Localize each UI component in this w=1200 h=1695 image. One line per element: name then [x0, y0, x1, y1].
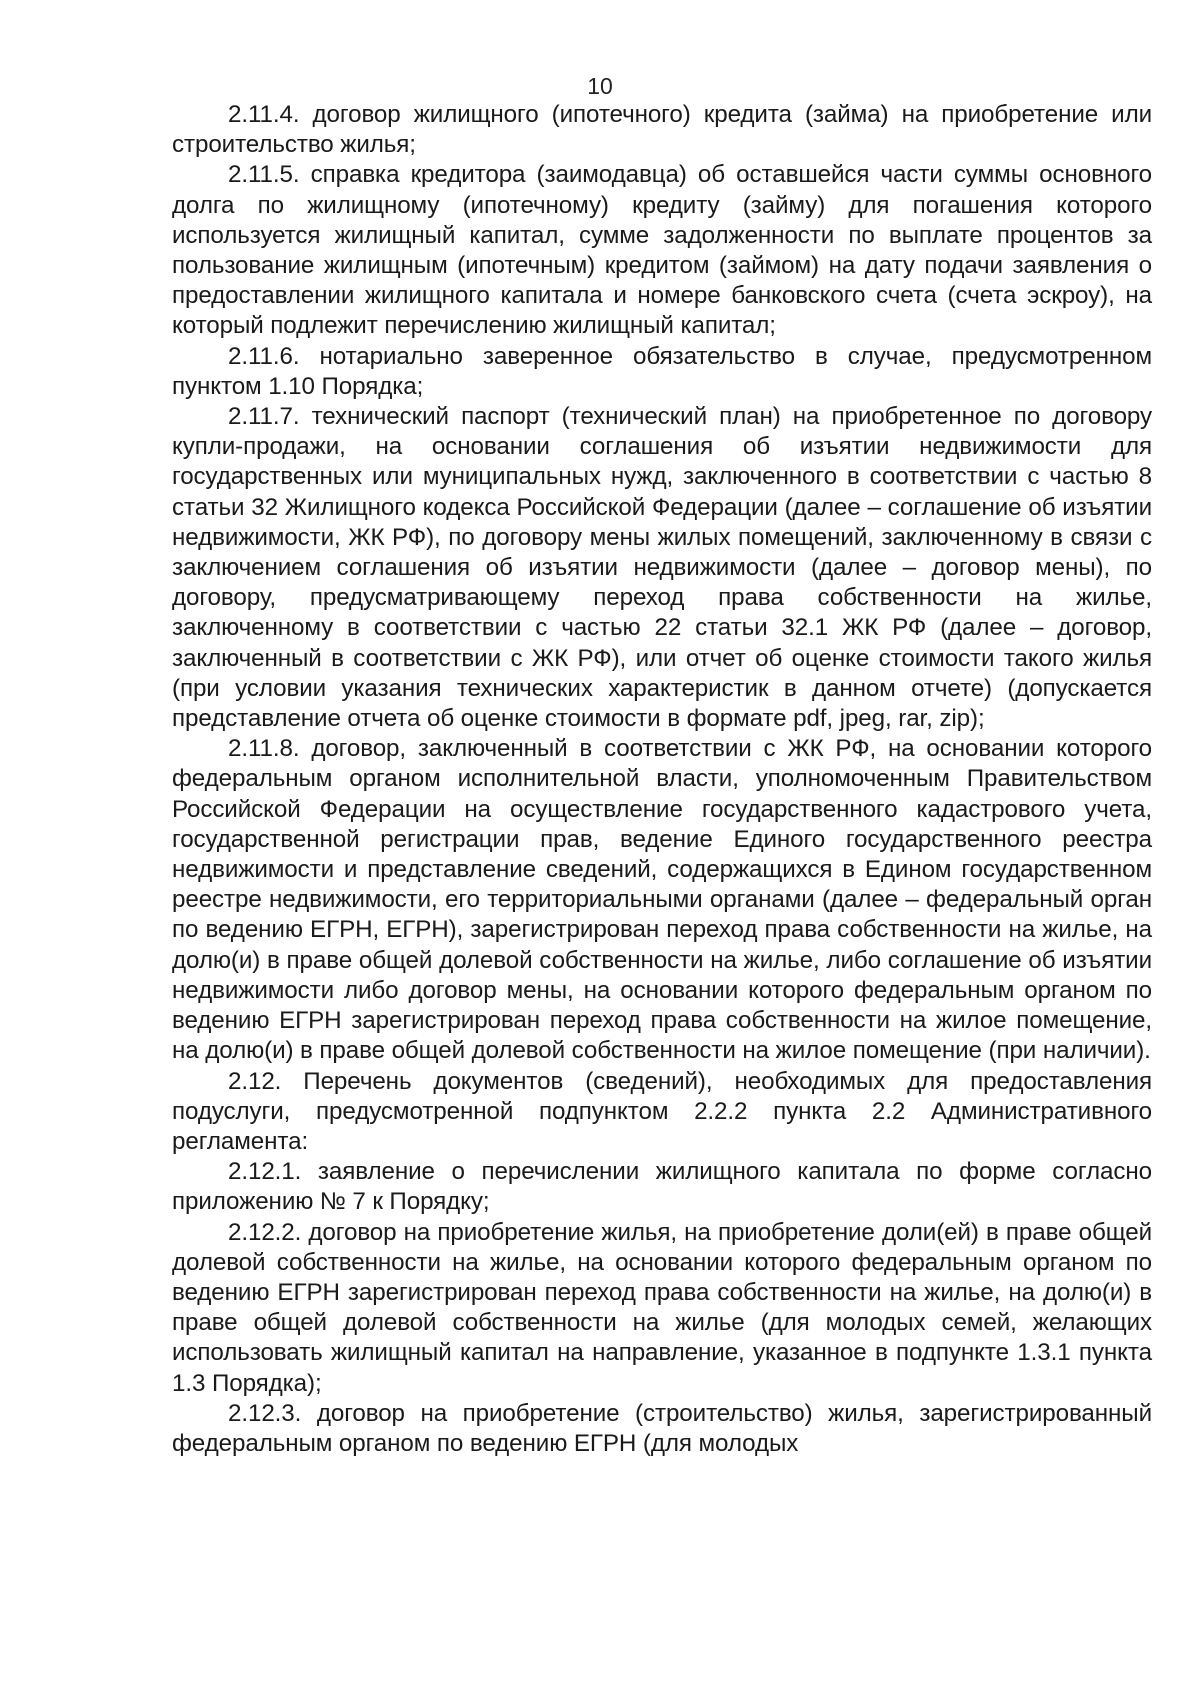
- paragraph-2-11-4: 2.11.4. договор жилищного (ипотечного) кредита (займа) на приобретение или строительство жилья;: [172, 101, 1152, 159]
- paragraph-2-11-6: 2.11.6. нотариально заверенное обязательство в случае, предусмотренном пунктом 1.10 Порядка;: [172, 342, 1152, 400]
- paragraph-2-11-8: 2.11.8. договор, заключенный в соответствии с ЖК РФ, на основании которого федеральным органом исполнительной власти, уполномоченным Правительством Российской Федерации на осуществление государственного кадастрового учета, государственной регистрации прав, ведение Единого государственного реестра недвижимости и представление сведений, содержащихся в Едином государственном реестре недвижимости, его территориальными органами (далее – федеральный орган по ведению ЕГРН, ЕГРН), зарегистрирован переход права собственности на жилье, на долю(и) в праве общей долевой собственности на жилье, либо соглашение об изъятии недвижимости либо договор мены, на основании которого федеральным органом по ведению ЕГРН зарегистрирован переход права собственности на жилое помещение, на долю(и) в праве общей долевой собственности на жилое помещение (при наличии).: [172, 735, 1152, 1065]
- paragraph-2-12-2: 2.12.2. договор на приобретение жилья, на приобретение доли(ей) в праве общей долевой собственности на жилье, на основании которого федеральным органом по ведению ЕГРН зарегистрирован переход права собственности на жилье, на долю(и) в праве общей долевой собственности на жилье (для молодых семей, желающих использовать жилищный капитал на направление, указанное в подпункте 1.3.1 пункта 1.3 Порядка);: [172, 1218, 1152, 1397]
- paragraph-2-11-5: 2.11.5. справка кредитора (заимодавца) об оставшейся части суммы основного долга по жилищному (ипотечному) кредиту (займу) для погашения которого используется жилищный капитал, сумме задолженности по выплате процентов за пользование жилищным (ипотечным) кредитом (займом) на дату подачи заявления о предоставлении жилищного капитала и номере банковского счета (счета эскроу), на который подлежит перечислению жилищный капитал;: [172, 161, 1152, 340]
- page-number: 10: [587, 73, 613, 99]
- paragraph-2-12-1: 2.12.1. заявление о перечислении жилищного капитала по форме согласно приложению № 7 к Порядку;: [172, 1158, 1152, 1216]
- paragraph-2-11-7: 2.11.7. технический паспорт (технический план) на приобретенное по договору купли-продажи, на основании соглашения об изъятии недвижимости для государственных или муниципальных нужд, заключенного в соответствии с частью 8 статьи 32 Жилищного кодекса Российской Федерации (далее – соглашение об изъятии недвижимости, ЖК РФ), по договору мены жилых помещений, заключенному в связи с заключением соглашения об изъятии недвижимости (далее – договор мены), по договору, предусматривающему переход права собственности на жилье, заключенному в соответствии с частью 22 статьи 32.1 ЖК РФ (далее – договор, заключенный в соответствии с ЖК РФ), или отчет об оценке стоимости такого жилья (при условии указания технических характеристик в данном отчете) (допускается представление отчета об оценке стоимости в формате pdf, jpeg, rar, zip);: [172, 403, 1152, 733]
- document-body: [172, 100, 1152, 1459]
- paragraph-2-12: 2.12. Перечень документов (сведений), необходимых для предоставления подуслуги, предусмотренной подпунктом 2.2.2 пункта 2.2 Административного регламента:: [172, 1067, 1152, 1155]
- paragraph-2-12-3: 2.12.3. договор на приобретение (строительство) жилья, зарегистрированный федеральным органом по ведению ЕГРН (для молодых: [172, 1399, 1152, 1457]
